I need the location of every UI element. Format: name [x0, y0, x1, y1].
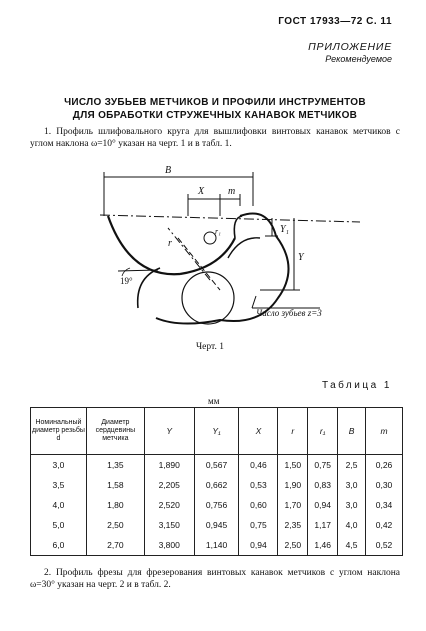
cell: 2,50 [278, 535, 308, 556]
cell: 0,52 [366, 535, 403, 556]
header-core-diameter: Диаметр сердцевины метчика [86, 408, 144, 455]
label-teeth: Число зубьев z=3 [256, 308, 322, 318]
table-row [31, 535, 403, 556]
cell: 0,26 [366, 455, 403, 476]
cell: 0,60 [239, 495, 278, 515]
cell: 4,0 [338, 515, 366, 535]
cell: 2,35 [278, 515, 308, 535]
section-title-line2: ДЛЯ ОБРАБОТКИ СТРУЖЕЧНЫХ КАНАВОК МЕТЧИКОВ [72, 110, 358, 121]
label-m: m [228, 186, 236, 197]
table-row [31, 475, 403, 495]
table-units: мм [208, 396, 220, 406]
cell: 0,53 [239, 475, 278, 495]
table-label: Таблица 1 [321, 380, 392, 391]
cell: 2,5 [338, 455, 366, 476]
cell: 0,567 [194, 455, 239, 476]
cell: 2,205 [144, 475, 194, 495]
cell: 5,0 [31, 515, 87, 535]
cell: 0,30 [366, 475, 403, 495]
paragraph-1: 1. Профиль шлифовального круга для вышлифовки винтовых канавок метчиков с углом наклона ω=10° указан на черт. 1 и в табл. 1. [30, 127, 400, 149]
header-nominal-diameter: Номинальный диаметр резьбы d [31, 408, 87, 455]
header-b: B [338, 408, 366, 455]
cell: 0,42 [366, 515, 403, 535]
cell: 3,5 [31, 475, 87, 495]
cell: 0,83 [308, 475, 338, 495]
cell: 0,34 [366, 495, 403, 515]
cell: 2,520 [144, 495, 194, 515]
cell: 1,90 [278, 475, 308, 495]
cell: 0,945 [194, 515, 239, 535]
technical-drawing [60, 158, 400, 328]
table-row [31, 455, 403, 476]
cell: 2,50 [86, 515, 144, 535]
cell: 0,756 [194, 495, 239, 515]
cell: 1,17 [308, 515, 338, 535]
cell: 0,46 [239, 455, 278, 476]
appendix-subtitle: Рекомендуемое [325, 54, 392, 64]
appendix-title: ПРИЛОЖЕНИЕ [308, 41, 392, 53]
page-header: ГОСТ 17933—72 С. 11 [278, 16, 392, 27]
cell: 4,5 [338, 535, 366, 556]
cell: 1,80 [86, 495, 144, 515]
drawing-caption: Черт. 1 [196, 342, 224, 352]
header-y: Y [144, 408, 194, 455]
cell: 3,800 [144, 535, 194, 556]
cell: 1,50 [278, 455, 308, 476]
cell: 6,0 [31, 535, 87, 556]
cell: 4,0 [31, 495, 87, 515]
paragraph-2: 2. Профиль фрезы для фрезерования винтовых канавок метчиков с углом наклона ω=30° указан на черт. 2 и в табл. 2. [30, 568, 400, 590]
tap-outline [138, 268, 160, 308]
cell: 3,0 [31, 455, 87, 476]
cell: 1,140 [194, 535, 239, 556]
header-x: X [239, 408, 278, 455]
cell: 1,46 [308, 535, 338, 556]
cell: 0,94 [239, 535, 278, 556]
section-title-line1: ЧИСЛО ЗУБЬЕВ МЕТЧИКОВ И ПРОФИЛИ ИНСТРУМЕНТОВ [64, 97, 366, 108]
axis-line [100, 215, 360, 222]
header-y1: Y₁ [194, 408, 239, 455]
cell: 1,35 [86, 455, 144, 476]
label-y1: Y₁ [280, 224, 290, 235]
table-header-row [31, 408, 403, 455]
label-y: Y [298, 252, 304, 263]
cell: 0,94 [308, 495, 338, 515]
cell: 0,75 [308, 455, 338, 476]
cell: 1,890 [144, 455, 194, 476]
label-angle: 19° [120, 276, 133, 286]
label-r: r [168, 238, 172, 249]
cell: 3,0 [338, 475, 366, 495]
label-x: X [198, 186, 205, 197]
header-r1: r₁ [308, 408, 338, 455]
header-r: r [278, 408, 308, 455]
core-circle [182, 272, 234, 324]
header-m: m [366, 408, 403, 455]
cell: 1,70 [278, 495, 308, 515]
table-row [31, 495, 403, 515]
cell: 2,70 [86, 535, 144, 556]
cell: 0,75 [239, 515, 278, 535]
label-b: B [165, 165, 172, 176]
cell: 1,58 [86, 475, 144, 495]
cell: 3,150 [144, 515, 194, 535]
label-r1: r₁ [215, 227, 221, 236]
cell: 0,662 [194, 475, 239, 495]
cell: 3,0 [338, 495, 366, 515]
table-row [31, 515, 403, 535]
data-table [30, 407, 403, 556]
